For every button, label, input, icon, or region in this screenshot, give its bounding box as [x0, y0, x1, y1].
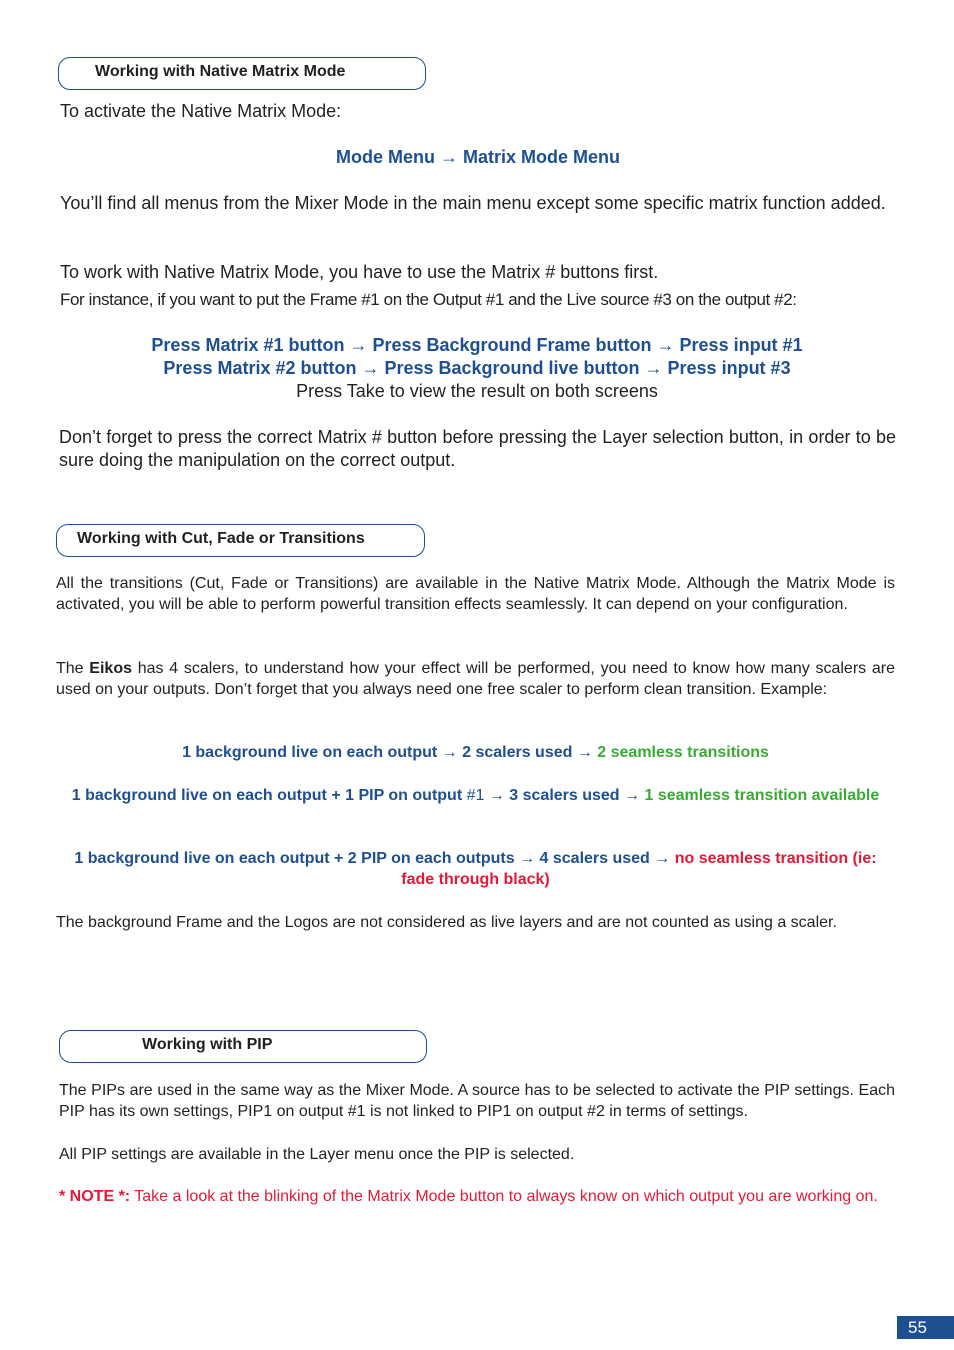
section-header-transitions: [56, 524, 425, 557]
native-para1: You’ll find all menus from the Mixer Mode in the main menu except some specific matrix function added.: [60, 193, 886, 213]
section-title: Working with Cut, Fade or Transitions: [77, 530, 365, 547]
example-1: [56, 742, 895, 763]
para2-post: has 4 scalers, to understand how your effect will be performed, you need to know how many scalers are used on your outputs. Don’t forget that you always need one free scaler to perform clean transition. Example:: [56, 660, 895, 698]
section-title: Working with Native Matrix Mode: [95, 63, 346, 80]
step-1: Press Matrix #1 button → Press Background Frame button → Press input #1: [151, 335, 803, 355]
native-para2b: For instance, if you want to put the Frame #1 on the Output #1 and the Live source #3 on the output #2:: [60, 290, 797, 309]
native-para2a: To work with Native Matrix Mode, you have to use the Matrix # buttons first.: [60, 262, 659, 282]
note-label: * NOTE *:: [59, 1188, 131, 1205]
transitions-para2: [56, 658, 895, 700]
example-1-condition: 1 background live on each output → 2 scalers used →: [182, 744, 598, 761]
page-number: 55: [897, 1316, 954, 1339]
para2-pre: The: [56, 660, 90, 677]
example-3-result: no seamless transition (ie: fade through black): [401, 850, 877, 888]
native-intro: To activate the Native Matrix Mode:: [60, 101, 342, 121]
transitions-para1: All the transitions (Cut, Fade or Transitions) are available in the Native Matrix Mode. Although the Matrix Mode is activated, you will be able to perform powerful transition effects seamlessly. It can depend on your configuration.: [56, 575, 895, 613]
note-text: Take a look at the blinking of the Matrix Mode button to always know on which output you are working on.: [130, 1188, 878, 1205]
example-2-condition-b: #1: [466, 787, 485, 804]
native-para3: Don’t forget to press the correct Matrix # button before pressing the Layer selection button, in order to be sure doing the manipulation on the correct output.: [59, 427, 896, 470]
step-2: Press Matrix #2 button → Press Background live button → Press input #3: [163, 358, 791, 378]
pip-note: [59, 1186, 895, 1207]
section-header-native-matrix: [58, 57, 426, 90]
step-3: Press Take to view the result on both screens: [296, 381, 658, 401]
transitions-para3: The background Frame and the Logos are not considered as live layers and are not counted as using a scaler.: [56, 914, 837, 931]
example-3: [56, 848, 895, 890]
example-3-condition: 1 background live on each output + 2 PIP on each outputs → 4 scalers used →: [74, 850, 675, 867]
section-header-pip: [59, 1030, 427, 1063]
example-2: [56, 785, 895, 806]
example-2-condition-c: → 3 scalers used →: [484, 787, 645, 804]
example-1-result: 2 seamless transitions: [597, 744, 769, 761]
product-name: Eikos: [89, 660, 132, 677]
example-2-condition-a: 1 background live on each output + 1 PIP on output: [71, 787, 467, 804]
pip-para1: The PIPs are used in the same way as the Mixer Mode. A source has to be selected to activate the PIP settings. Each PIP has its own settings, PIP1 on output #1 is not linked to PIP1 on output #2 in terms of settings.: [59, 1082, 895, 1120]
pip-para2: All PIP settings are available in the Layer menu once the PIP is selected.: [59, 1146, 575, 1163]
section-title: Working with PIP: [142, 1036, 273, 1053]
menu-path: Mode Menu → Matrix Mode Menu: [335, 147, 620, 167]
example-2-result: 1 seamless transition available: [644, 787, 880, 804]
